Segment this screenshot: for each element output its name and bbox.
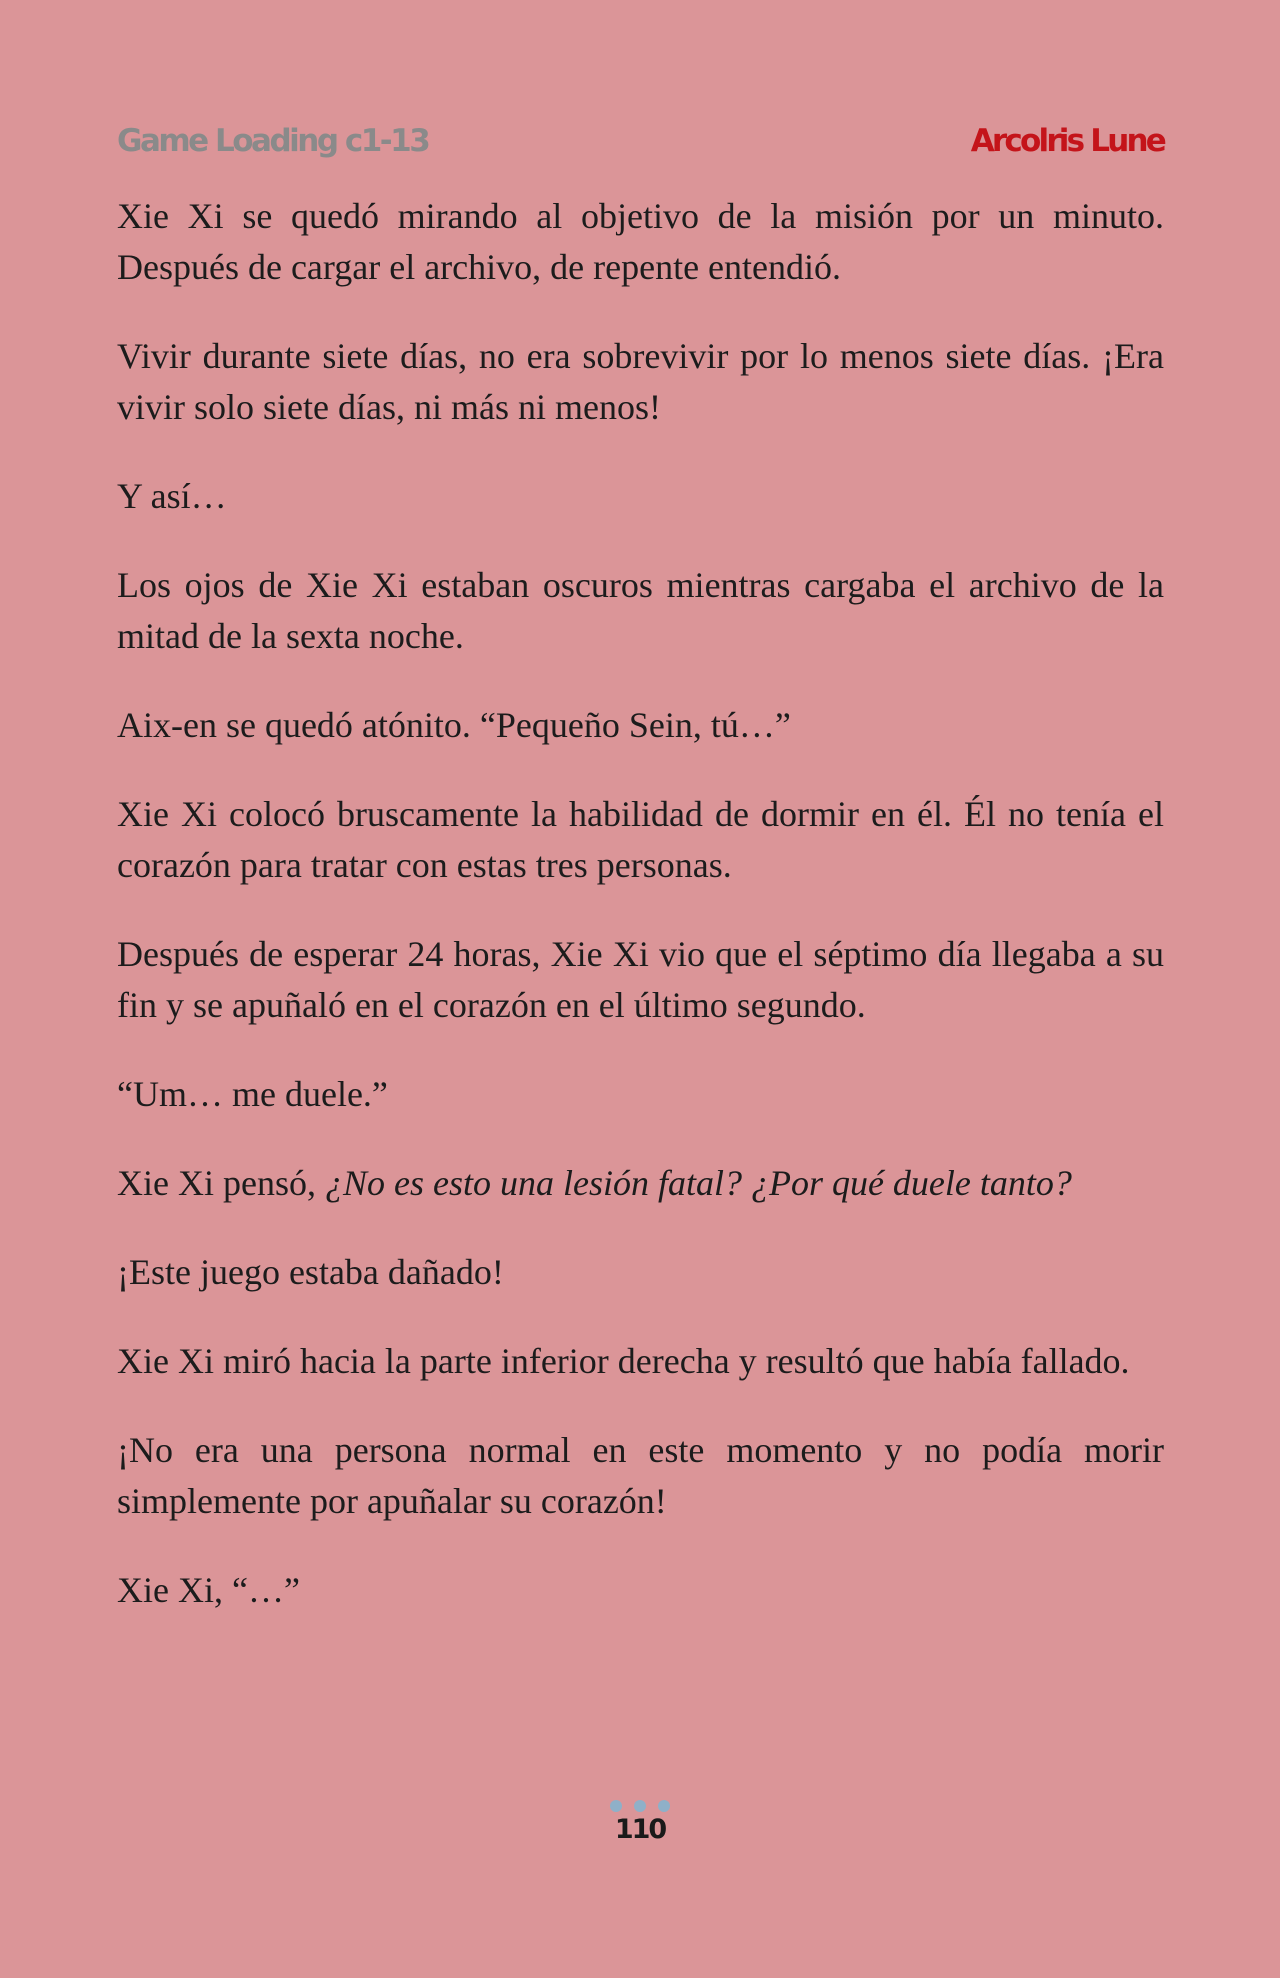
paragraph [117, 1247, 1164, 1298]
paragraph [117, 331, 1164, 433]
page-number: 110 [614, 1814, 666, 1845]
paragraph-text: Xie Xi se quedó mirando al objetivo de la misión por un minuto. Después de cargar el archivo, de repente entendió. [117, 196, 1164, 287]
paragraph [117, 191, 1164, 293]
ornament-dots [0, 1800, 1280, 1812]
paragraph [117, 929, 1164, 1031]
translator-credit: Arcolris Lune [970, 123, 1164, 159]
paragraph [117, 1565, 1164, 1616]
page-footer [0, 1800, 1280, 1845]
paragraph [117, 471, 1164, 522]
paragraph-text: “Um… me duele.” [117, 1074, 388, 1114]
paragraph-text: Xie Xi pensó, [117, 1163, 325, 1203]
paragraph-text: ¡Este juego estaba dañado! [117, 1252, 504, 1292]
paragraph [117, 1425, 1164, 1527]
paragraph-text: Aix-en se quedó atónito. “Pequeño Sein, tú…” [117, 705, 791, 745]
paragraph [117, 700, 1164, 751]
book-title: Game Loading c1-13 [117, 123, 429, 159]
paragraph-text: Xie Xi colocó bruscamente la habilidad de dormir en él. Él no tenía el corazón para tratar con estas tres personas. [117, 794, 1164, 885]
paragraph [117, 789, 1164, 891]
paragraph [117, 1069, 1164, 1120]
ornament-dot [610, 1800, 622, 1812]
paragraph-text: Los ojos de Xie Xi estaban oscuros mientras cargaba el archivo de la mitad de la sexta noche. [117, 565, 1164, 656]
paragraph-text: Después de esperar 24 horas, Xie Xi vio que el séptimo día llegaba a su fin y se apuñaló en el corazón en el último segundo. [117, 934, 1164, 1025]
paragraph [117, 1158, 1164, 1209]
page-header [117, 118, 1164, 164]
paragraph-text: Xie Xi, “…” [117, 1570, 300, 1610]
paragraph-italic-thought: ¿No es esto una lesión fatal? ¿Por qué duele tanto? [324, 1163, 1072, 1203]
ornament-dot [634, 1800, 646, 1812]
paragraph-text: ¡No era una persona normal en este momento y no podía morir simplemente por apuñalar su corazón! [117, 1430, 1164, 1521]
page-body [117, 191, 1164, 1654]
paragraph-text: Vivir durante siete días, no era sobrevivir por lo menos siete días. ¡Era vivir solo siete días, ni más ni menos! [117, 336, 1164, 427]
paragraph [117, 560, 1164, 662]
ornament-dot [658, 1800, 670, 1812]
paragraph-text: Xie Xi miró hacia la parte inferior derecha y resultó que había fallado. [117, 1341, 1130, 1381]
paragraph-text: Y así… [117, 476, 227, 516]
paragraph [117, 1336, 1164, 1387]
